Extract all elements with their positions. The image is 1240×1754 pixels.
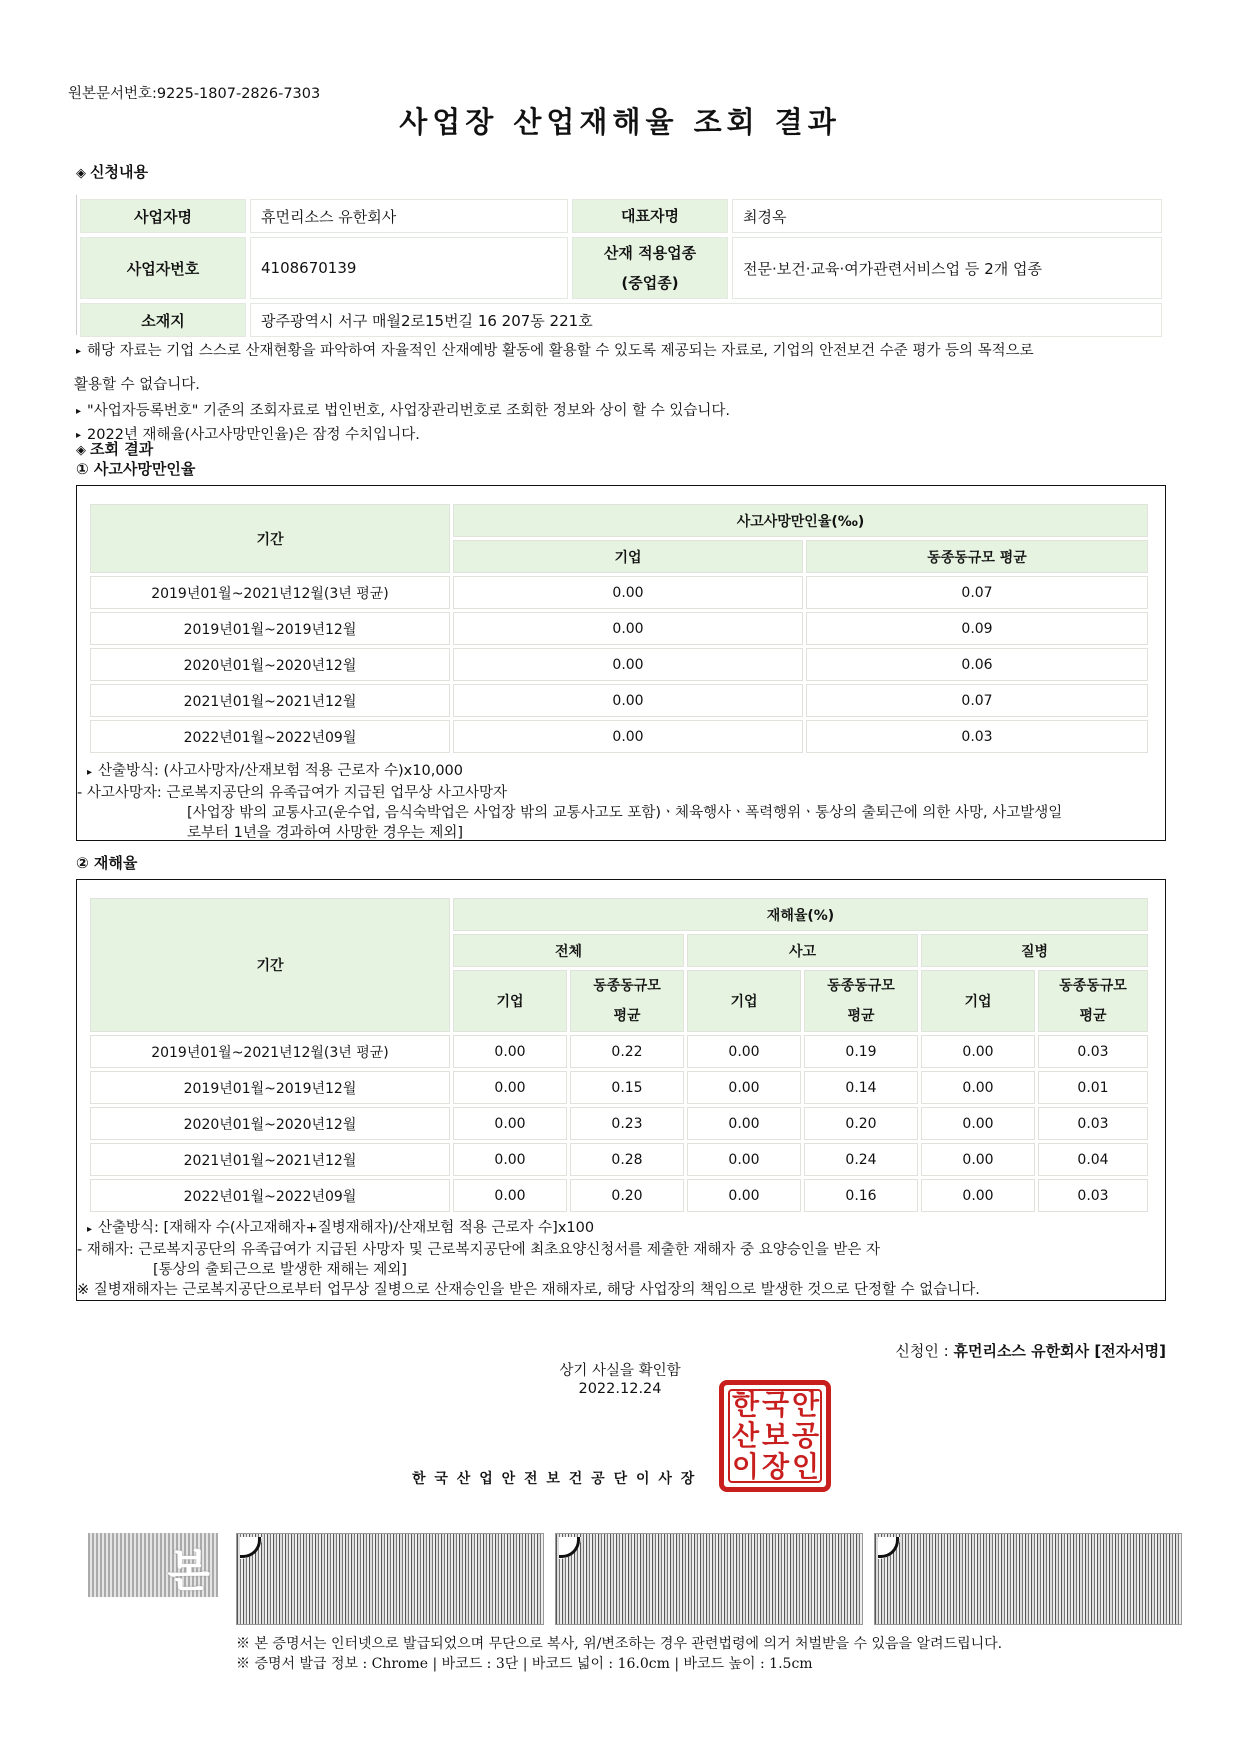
table-row xyxy=(90,1143,1148,1176)
period-cell: 2019년01월~2019년12월 xyxy=(90,1071,450,1104)
accident-average-cell: 0.16 xyxy=(804,1179,918,1212)
copy-watermark-icon: 본 xyxy=(88,1533,218,1597)
period-cell: 2021년01월~2021년12월 xyxy=(90,1143,450,1176)
total-average-cell: 0.20 xyxy=(570,1179,684,1212)
disease-company-cell: 0.00 xyxy=(921,1179,1035,1212)
total-company-cell: 0.00 xyxy=(453,1035,567,1068)
representative-label: 대표자명 xyxy=(572,199,728,233)
period-cell: 2019년01월~2021년12월(3년 평균) xyxy=(90,576,450,609)
company-value-cell: 0.00 xyxy=(453,684,803,717)
period-header: 기간 xyxy=(90,898,450,1032)
total-company-cell: 0.00 xyxy=(453,1107,567,1140)
accident-company-cell: 0.00 xyxy=(687,1143,801,1176)
accident-company-cell: 0.00 xyxy=(687,1071,801,1104)
industry-average-header: 동종동규모 평균 xyxy=(806,540,1148,573)
note-item-continued: 활용할 수 없습니다. xyxy=(74,377,200,393)
total-average-cell: 0.22 xyxy=(570,1035,684,1068)
period-cell: 2021년01월~2021년12월 xyxy=(90,684,450,717)
industry-average-header: 동종동규모 평균 xyxy=(1038,970,1148,1032)
document-number: 원본문서번호:9225-1807-2826-7303 xyxy=(68,86,321,102)
company-value-cell: 0.00 xyxy=(453,720,803,753)
table-row xyxy=(90,576,1148,609)
total-average-cell: 0.15 xyxy=(570,1071,684,1104)
business-number-label: 사업자번호 xyxy=(80,237,246,299)
representative-value: 최경옥 xyxy=(732,199,1162,233)
confirmation-text: 상기 사실을 확인함 xyxy=(559,1363,681,1379)
industry-label: 산재 적용업종 (중업종) xyxy=(572,237,728,299)
exclusion-note: [통상의 출퇴근으로 발생한 재해는 제외] xyxy=(153,1262,407,1278)
total-average-cell: 0.23 xyxy=(570,1107,684,1140)
applicant-line: 신청인 : 휴먼리소스 유한회사 [전자서명] xyxy=(895,1342,1166,1360)
industry-average-header: 동종동규모 평균 xyxy=(570,970,684,1032)
disease-disclaimer: ※ 질병재해자는 근로복지공단으로부터 업무상 질병으로 산재승인을 받은 재해자로, 해당 사업장의 책임으로 발생한 것으로 단정할 수 없습니다. xyxy=(77,1282,980,1298)
triangle-bullet-icon: ▸ xyxy=(87,767,93,778)
fatality-notes xyxy=(77,761,1157,843)
note-item: ▸ "사업자등록번호" 기준의 조회자료로 법인번호, 사업장관리번호로 조회한 정보와 상이 할 수 있습니다. xyxy=(76,403,730,419)
company-header: 기업 xyxy=(921,970,1035,1032)
disease-average-cell: 0.03 xyxy=(1038,1179,1148,1212)
average-value-cell: 0.07 xyxy=(806,576,1148,609)
note-item: ▸ 2022년 재해율(사고사망만인율)은 잠정 수치입니다. xyxy=(76,427,420,443)
address-value: 광주광역시 서구 매월2로15번길 16 207동 221호 xyxy=(250,303,1162,337)
confirmation xyxy=(520,1362,720,1398)
business-number-value: 4108670139 xyxy=(250,237,568,299)
company-header: 기업 xyxy=(453,540,803,573)
injury-rate-box xyxy=(76,879,1166,1301)
accident-company-cell: 0.00 xyxy=(687,1107,801,1140)
accident-average-cell: 0.20 xyxy=(804,1107,918,1140)
company-value-cell: 0.00 xyxy=(453,648,803,681)
disease-average-cell: 0.04 xyxy=(1038,1143,1148,1176)
triangle-bullet-icon: ▸ xyxy=(76,346,82,357)
issue-info: ※ 증명서 발급 정보 : Chrome | 바코드 : 3단 | 바코드 넓이 : 16.0cm | 바코드 높이 : 1.5cm xyxy=(236,1656,813,1672)
disease-company-cell: 0.00 xyxy=(921,1143,1035,1176)
accident-average-cell: 0.24 xyxy=(804,1143,918,1176)
fatality-heading: ① 사고사망만인율 xyxy=(76,460,196,478)
company-header: 기업 xyxy=(453,970,567,1032)
company-header: 기업 xyxy=(687,970,801,1032)
period-cell: 2020년01월~2020년12월 xyxy=(90,1107,450,1140)
calculation-note: ▸ 산출방식: (사고사망자/산재보험 적용 근로자 수)x10,000 xyxy=(87,763,464,779)
triangle-bullet-icon: ▸ xyxy=(76,406,82,417)
table-row xyxy=(90,1071,1148,1104)
table-row xyxy=(90,684,1148,717)
table-row xyxy=(90,648,1148,681)
period-cell: 2019년01월~2019년12월 xyxy=(90,612,450,645)
total-company-cell: 0.00 xyxy=(453,1143,567,1176)
injury-heading: ② 재해율 xyxy=(76,854,138,872)
average-value-cell: 0.06 xyxy=(806,648,1148,681)
industry-average-header: 동종동규모 평균 xyxy=(804,970,918,1032)
fatality-rate-box xyxy=(76,485,1166,841)
notes xyxy=(76,340,1176,448)
total-average-cell: 0.28 xyxy=(570,1143,684,1176)
table-row xyxy=(90,1179,1148,1212)
injury-rate-group-header: 재해율(%) xyxy=(453,898,1148,931)
barcode-icon xyxy=(874,1533,1182,1625)
total-company-cell: 0.00 xyxy=(453,1179,567,1212)
fatality-rate-group-header: 사고사망만인율(‰) xyxy=(453,504,1148,537)
official-seal-icon: 한 국 안 산 보 공 이 장 인 xyxy=(719,1380,831,1492)
period-cell: 2022년01월~2022년09월 xyxy=(90,1179,450,1212)
result-section-title: ◈ 조회 결과 xyxy=(76,440,154,458)
page-title: 사업장 산업재해율 조회 결과 xyxy=(399,105,841,139)
business-name-label: 사업자명 xyxy=(80,199,246,233)
total-company-cell: 0.00 xyxy=(453,1071,567,1104)
address-label: 소재지 xyxy=(80,303,246,337)
barcode-icon xyxy=(555,1533,863,1625)
disease-average-cell: 0.01 xyxy=(1038,1071,1148,1104)
triangle-bullet-icon: ▸ xyxy=(87,1224,93,1235)
diamond-icon: ◈ xyxy=(76,166,86,181)
barcode-icon xyxy=(236,1533,544,1625)
average-value-cell: 0.03 xyxy=(806,720,1148,753)
application-table xyxy=(76,195,1166,341)
total-header: 전체 xyxy=(453,934,684,967)
legal-notice: ※ 본 증명서는 인터넷으로 발급되었으며 무단으로 복사, 위/변조하는 경우 관련법령에 의거 처벌받을 수 있음을 알려드립니다. xyxy=(236,1636,1003,1652)
table-row xyxy=(90,1107,1148,1140)
disease-company-cell: 0.00 xyxy=(921,1107,1035,1140)
injury-rate-table xyxy=(87,895,1151,1215)
disease-company-cell: 0.00 xyxy=(921,1071,1035,1104)
industry-value: 전문·보건·교육·여가관련서비스업 등 2개 업종 xyxy=(732,237,1162,299)
footer xyxy=(236,1634,1002,1674)
fatality-rate-table xyxy=(87,501,1151,756)
accident-header: 사고 xyxy=(687,934,918,967)
company-value-cell: 0.00 xyxy=(453,612,803,645)
company-value-cell: 0.00 xyxy=(453,576,803,609)
issuer-name: 한 국 산 업 안 전 보 건 공 단 이 사 장 xyxy=(412,1471,697,1487)
exclusion-note-continued: 로부터 1년을 경과하여 사망한 경우는 제외] xyxy=(187,825,464,841)
disease-header: 질병 xyxy=(921,934,1148,967)
table-row xyxy=(90,612,1148,645)
period-header: 기간 xyxy=(90,504,450,573)
table-row xyxy=(90,1035,1148,1068)
definition-note: - 재해자: 근로복지공단의 유족급여가 지급된 사망자 및 근로복지공단에 최초요양신청서를 제출한 재해자 중 요양승인을 받은 자 xyxy=(77,1242,881,1258)
disease-company-cell: 0.00 xyxy=(921,1035,1035,1068)
issue-date: 2022.12.24 xyxy=(578,1381,662,1397)
accident-company-cell: 0.00 xyxy=(687,1179,801,1212)
accident-company-cell: 0.00 xyxy=(687,1035,801,1068)
disease-average-cell: 0.03 xyxy=(1038,1035,1148,1068)
exclusion-note: [사업장 밖의 교통사고(운수업, 음식숙박업은 사업장 밖의 교통사고도 포함)ㆍ체육행사ㆍ폭력행위ㆍ통상의 출퇴근에 의한 사망, 사고발생일 xyxy=(187,805,1063,821)
injury-notes xyxy=(77,1218,1157,1300)
period-cell: 2022년01월~2022년09월 xyxy=(90,720,450,753)
triangle-bullet-icon: ▸ xyxy=(76,430,82,441)
period-cell: 2020년01월~2020년12월 xyxy=(90,648,450,681)
period-cell: 2019년01월~2021년12월(3년 평균) xyxy=(90,1035,450,1068)
disease-average-cell: 0.03 xyxy=(1038,1107,1148,1140)
table-row xyxy=(90,720,1148,753)
business-name-value: 휴먼리소스 유한회사 xyxy=(250,199,568,233)
average-value-cell: 0.09 xyxy=(806,612,1148,645)
application-section-title: ◈ 신청내용 xyxy=(76,163,148,181)
diamond-icon: ◈ xyxy=(76,443,86,458)
average-value-cell: 0.07 xyxy=(806,684,1148,717)
note-item: ▸ 해당 자료는 기업 스스로 산재현황을 파악하여 자율적인 산재예방 활동에 활용할 수 있도록 제공되는 자료로, 기업의 안전보건 수준 평가 등의 목적으로 xyxy=(76,343,1034,359)
definition-note: - 사고사망자: 근로복지공단의 유족급여가 지급된 업무상 사고사망자 xyxy=(77,785,507,801)
accident-average-cell: 0.14 xyxy=(804,1071,918,1104)
calculation-note: ▸ 산출방식: [재해자 수(사고재해자+질병재해자)/산재보험 적용 근로자 수]x100 xyxy=(87,1220,595,1236)
accident-average-cell: 0.19 xyxy=(804,1035,918,1068)
